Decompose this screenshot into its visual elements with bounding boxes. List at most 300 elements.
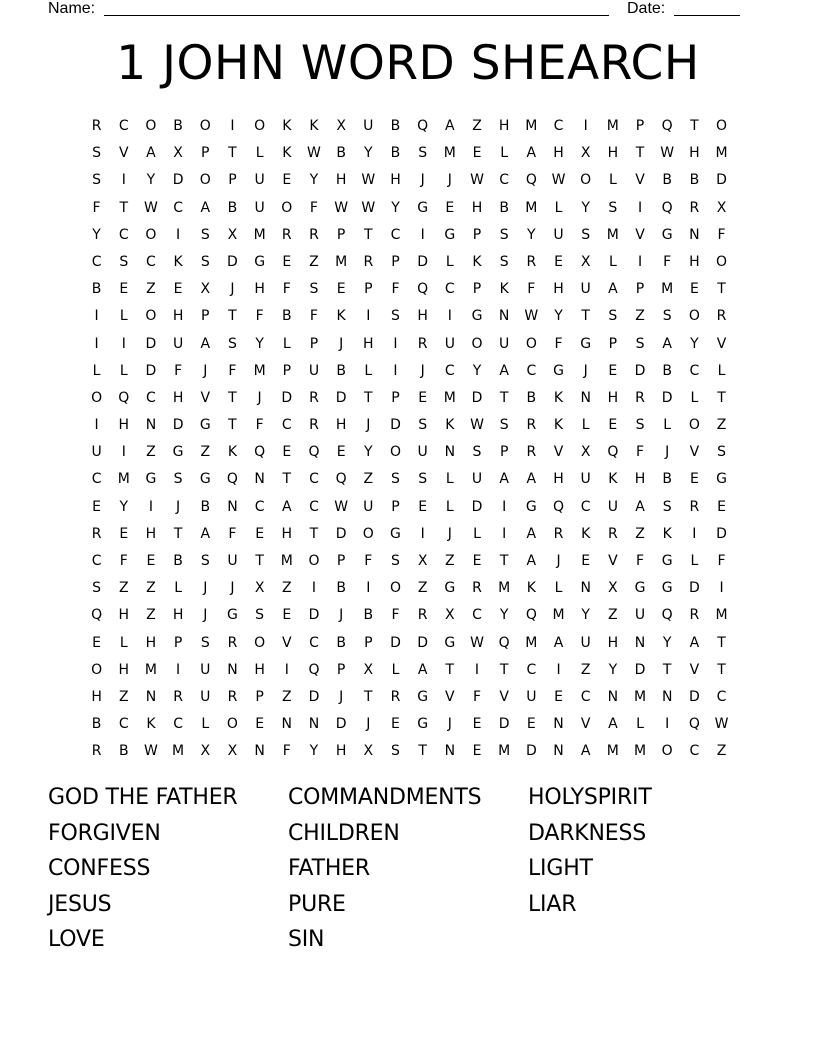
grid-letter: A bbox=[526, 471, 537, 488]
grid-row bbox=[83, 548, 735, 575]
grid-letter: H bbox=[254, 281, 265, 298]
grid-letter: S bbox=[418, 417, 428, 434]
grid-letter: Z bbox=[472, 118, 482, 134]
grid-letter: A bbox=[200, 199, 211, 216]
grid-letter: Z bbox=[118, 580, 129, 597]
grid-letter: O bbox=[91, 389, 103, 406]
grid-letter: Z bbox=[200, 444, 211, 461]
grid-letter: D bbox=[471, 389, 483, 406]
grid-letter: I bbox=[284, 661, 289, 678]
grid-letter: U bbox=[607, 498, 618, 515]
grid-row bbox=[83, 113, 735, 140]
grid-letter: I bbox=[420, 226, 425, 243]
grid-row bbox=[83, 521, 735, 548]
grid-letter: Y bbox=[309, 172, 319, 189]
grid-letter: P bbox=[391, 253, 400, 270]
grid-letter: J bbox=[665, 444, 670, 461]
grid-row bbox=[83, 222, 735, 249]
grid-letter: A bbox=[662, 335, 672, 352]
grid-letter: C bbox=[580, 688, 591, 705]
grid-letter: M bbox=[633, 743, 647, 760]
grid-letter: H bbox=[254, 661, 265, 678]
grid-letter: I bbox=[502, 525, 507, 542]
grid-letter: S bbox=[662, 308, 672, 325]
grid-letter: O bbox=[716, 253, 728, 270]
grid-letter: I bbox=[311, 580, 317, 597]
grid-letter: R bbox=[91, 743, 102, 760]
grid-row bbox=[83, 385, 735, 412]
grid-letter: M bbox=[498, 743, 511, 760]
grid-letter: C bbox=[499, 172, 510, 189]
grid-letter: B bbox=[662, 172, 672, 189]
grid-letter: L bbox=[119, 634, 128, 651]
grid-letter: D bbox=[498, 716, 510, 733]
grid-letter: J bbox=[339, 335, 344, 352]
grid-row bbox=[83, 358, 735, 385]
grid-letter: Q bbox=[661, 118, 673, 134]
grid-letter: R bbox=[363, 253, 374, 270]
grid-letter: H bbox=[498, 118, 510, 134]
grid-letter: W bbox=[524, 308, 539, 325]
grid-letter: L bbox=[119, 362, 128, 379]
grid-letter: O bbox=[661, 743, 673, 760]
grid-letter: S bbox=[418, 471, 428, 488]
grid-letter: C bbox=[444, 281, 455, 298]
grid-letter: D bbox=[634, 661, 646, 678]
grid-letter: L bbox=[608, 253, 617, 270]
grid-letter: D bbox=[335, 716, 347, 733]
grid-letter: R bbox=[390, 688, 401, 705]
grid-letter: T bbox=[364, 688, 373, 705]
grid-letter: X bbox=[200, 743, 211, 760]
grid-letter: O bbox=[199, 118, 211, 134]
word-list-item: CONFESS bbox=[48, 856, 151, 881]
grid-letter: D bbox=[172, 172, 184, 189]
grid-letter: T bbox=[228, 417, 237, 434]
grid-letter: F bbox=[717, 226, 726, 243]
grid-row bbox=[83, 195, 735, 222]
grid-letter: A bbox=[526, 145, 537, 162]
grid-letter: P bbox=[336, 553, 346, 569]
grid-letter: A bbox=[200, 335, 211, 352]
grid-letter: L bbox=[445, 498, 454, 515]
grid-letter: A bbox=[499, 471, 509, 488]
grid-letter: U bbox=[200, 688, 211, 705]
grid-letter: S bbox=[92, 172, 102, 189]
grid-letter: B bbox=[689, 172, 700, 189]
grid-letter: X bbox=[580, 444, 591, 461]
grid-letter: G bbox=[444, 580, 456, 597]
grid-letter: L bbox=[174, 580, 182, 597]
grid-letter: R bbox=[227, 634, 238, 651]
grid-letter: H bbox=[471, 199, 483, 216]
grid-letter: A bbox=[499, 362, 509, 379]
word-list-item: JESUS bbox=[48, 891, 112, 917]
grid-letter: C bbox=[689, 362, 700, 379]
letter-grid bbox=[83, 113, 735, 766]
grid-letter: O bbox=[254, 634, 266, 651]
grid-letter: C bbox=[309, 471, 319, 488]
grid-letter: Q bbox=[118, 389, 130, 406]
grid-letter: B bbox=[227, 199, 238, 216]
grid-letter: G bbox=[716, 471, 727, 488]
grid-letter: M bbox=[525, 199, 538, 216]
grid-letter: S bbox=[418, 145, 428, 162]
puzzle-title: 1 JOHN WORD SHEARCH bbox=[116, 36, 700, 91]
grid-letter: N bbox=[553, 743, 564, 760]
grid-letter: W bbox=[551, 172, 566, 189]
grid-letter: J bbox=[366, 417, 371, 434]
grid-letter: Q bbox=[254, 444, 266, 461]
grid-letter: O bbox=[580, 172, 592, 189]
grid-letter: M bbox=[280, 553, 293, 569]
grid-letter: M bbox=[253, 362, 266, 379]
grid-letter: M bbox=[443, 389, 456, 406]
grid-row bbox=[83, 249, 735, 276]
grid-letter: G bbox=[661, 580, 673, 597]
grid-letter: H bbox=[363, 335, 374, 352]
grid-letter: T bbox=[418, 743, 427, 760]
grid-letter: G bbox=[390, 525, 401, 542]
grid-letter: Q bbox=[525, 172, 537, 189]
grid-letter: Q bbox=[552, 498, 565, 515]
grid-letter: E bbox=[255, 716, 265, 733]
grid-letter: I bbox=[556, 661, 561, 678]
grid-letter: R bbox=[526, 253, 537, 270]
grid-letter: W bbox=[470, 634, 484, 651]
grid-letter: H bbox=[689, 253, 700, 270]
grid-letter: Q bbox=[308, 444, 320, 461]
grid-letter: R bbox=[526, 417, 537, 434]
grid-letter: E bbox=[689, 281, 699, 298]
grid-letter: T bbox=[364, 226, 373, 243]
grid-letter: R bbox=[526, 444, 537, 461]
grid-letter: X bbox=[363, 661, 374, 678]
grid-letter: T bbox=[228, 389, 237, 406]
grid-letter: O bbox=[362, 525, 374, 542]
grid-letter: X bbox=[173, 145, 183, 162]
grid-letter: S bbox=[200, 634, 210, 651]
grid-letter: Z bbox=[580, 661, 591, 678]
grid-letter: E bbox=[146, 553, 156, 569]
grid-letter: J bbox=[176, 498, 181, 515]
grid-letter: I bbox=[637, 253, 643, 270]
grid-letter: T bbox=[499, 389, 509, 406]
word-list-item: LIGHT bbox=[528, 856, 593, 881]
grid-letter: K bbox=[553, 389, 564, 406]
grid-letter: E bbox=[526, 716, 536, 733]
grid-letter: F bbox=[663, 253, 672, 270]
grid-letter: A bbox=[689, 634, 700, 651]
grid-letter: N bbox=[444, 743, 456, 760]
grid-letter: N bbox=[444, 444, 456, 461]
grid-letter: A bbox=[635, 498, 645, 515]
grid-letter: G bbox=[553, 362, 564, 379]
grid-letter: T bbox=[282, 471, 292, 488]
grid-letter: N bbox=[661, 688, 673, 705]
grid-letter: T bbox=[499, 553, 509, 569]
grid-letter: Z bbox=[118, 688, 129, 705]
grid-letter: P bbox=[472, 281, 482, 298]
grid-letter: D bbox=[308, 607, 320, 624]
grid-letter: B bbox=[173, 553, 183, 569]
grid-letter: R bbox=[472, 580, 482, 597]
grid-letter: W bbox=[334, 199, 349, 216]
grid-letter: R bbox=[309, 226, 319, 243]
grid-row bbox=[83, 303, 735, 330]
grid-letter: S bbox=[92, 580, 102, 597]
grid-letter: E bbox=[717, 498, 726, 515]
grid-letter: Y bbox=[472, 362, 482, 379]
grid-letter: H bbox=[689, 145, 700, 162]
grid-letter: Y bbox=[146, 172, 156, 189]
grid-letter: M bbox=[525, 634, 538, 651]
grid-letter: W bbox=[714, 716, 729, 733]
grid-letter: E bbox=[282, 607, 292, 624]
grid-letter: E bbox=[554, 253, 563, 270]
grid-letter: A bbox=[282, 498, 292, 515]
grid-letter: T bbox=[228, 308, 237, 325]
grid-letter: J bbox=[447, 716, 452, 733]
grid-letter: L bbox=[473, 525, 481, 542]
grid-row bbox=[83, 331, 735, 358]
grid-letter: H bbox=[390, 172, 401, 189]
grid-letter: L bbox=[608, 172, 617, 189]
grid-letter: C bbox=[118, 226, 129, 243]
grid-letter: N bbox=[254, 743, 265, 760]
word-list-item: FORGIVEN bbox=[48, 820, 161, 846]
grid-letter: Z bbox=[146, 607, 156, 624]
grid-letter: O bbox=[145, 308, 157, 325]
grid-letter: F bbox=[92, 199, 101, 216]
grid-letter: B bbox=[200, 498, 211, 515]
grid-letter: Q bbox=[335, 471, 347, 488]
grid-letter: S bbox=[717, 444, 726, 461]
worksheet-header bbox=[48, 0, 740, 18]
grid-letter: S bbox=[228, 335, 237, 352]
grid-letter: I bbox=[94, 308, 99, 325]
grid-letter: K bbox=[445, 417, 455, 434]
grid-letter: X bbox=[580, 145, 591, 162]
grid-letter: W bbox=[334, 498, 349, 515]
grid-letter: T bbox=[499, 661, 509, 678]
grid-letter: O bbox=[145, 226, 157, 243]
grid-letter: J bbox=[203, 362, 208, 379]
grid-letter: N bbox=[281, 716, 293, 733]
grid-letter: X bbox=[254, 580, 265, 597]
grid-letter: E bbox=[282, 253, 292, 270]
grid-letter: N bbox=[634, 634, 646, 651]
grid-letter: A bbox=[526, 525, 537, 542]
grid-letter: Q bbox=[661, 607, 673, 624]
grid-letter: Y bbox=[92, 226, 101, 243]
grid-letter: J bbox=[230, 580, 235, 597]
grid-letter: R bbox=[716, 308, 727, 325]
grid-row bbox=[83, 602, 735, 629]
grid-letter: V bbox=[635, 226, 645, 243]
grid-letter: E bbox=[472, 553, 482, 569]
grid-letter: F bbox=[554, 335, 563, 352]
grid-letter: P bbox=[472, 226, 482, 243]
grid-letter: B bbox=[173, 118, 183, 134]
grid-letter: V bbox=[689, 661, 700, 678]
grid-letter: N bbox=[227, 498, 238, 515]
grid-letter: S bbox=[662, 498, 672, 515]
grid-letter: Q bbox=[91, 607, 103, 624]
grid-letter: I bbox=[94, 335, 99, 352]
grid-letter: T bbox=[662, 661, 672, 678]
grid-letter: B bbox=[390, 145, 401, 162]
grid-letter: L bbox=[92, 362, 101, 379]
grid-letter: F bbox=[472, 688, 482, 705]
grid-letter: L bbox=[500, 145, 509, 162]
grid-letter: I bbox=[366, 580, 371, 597]
grid-letter: B bbox=[118, 743, 129, 760]
grid-letter: L bbox=[119, 308, 128, 325]
grid-letter: X bbox=[363, 743, 374, 760]
grid-letter: K bbox=[472, 253, 482, 270]
date-blank-line bbox=[674, 15, 740, 16]
word-list-item: PURE bbox=[288, 891, 346, 917]
grid-letter: E bbox=[445, 199, 455, 216]
grid-letter: Y bbox=[608, 661, 618, 678]
grid-letter: A bbox=[608, 281, 618, 298]
grid-letter: F bbox=[309, 308, 318, 325]
grid-letter: R bbox=[309, 417, 319, 434]
grid-letter: R bbox=[607, 525, 618, 542]
grid-letter: A bbox=[417, 661, 428, 678]
grid-letter: U bbox=[91, 444, 102, 461]
grid-letter: L bbox=[445, 471, 454, 488]
grid-letter: I bbox=[121, 444, 126, 461]
grid-letter: M bbox=[715, 607, 728, 624]
grid-letter: R bbox=[689, 498, 700, 515]
grid-letter: D bbox=[172, 417, 184, 434]
grid-letter: I bbox=[583, 118, 588, 134]
grid-letter: U bbox=[254, 199, 265, 216]
word-list-item: SIN bbox=[288, 927, 325, 952]
grid-letter: R bbox=[417, 607, 428, 624]
grid-letter: T bbox=[717, 281, 726, 298]
grid-letter: R bbox=[173, 688, 183, 705]
grid-letter: C bbox=[390, 226, 401, 243]
grid-letter: S bbox=[608, 199, 618, 216]
grid-row bbox=[83, 711, 735, 738]
grid-letter: D bbox=[471, 498, 483, 515]
grid-letter: V bbox=[445, 688, 455, 705]
grid-letter: V bbox=[689, 444, 700, 461]
grid-letter: S bbox=[119, 253, 129, 270]
grid-letter: U bbox=[580, 634, 591, 651]
grid-letter: Q bbox=[308, 661, 320, 678]
grid-letter: J bbox=[203, 607, 208, 624]
grid-letter: Y bbox=[391, 199, 400, 216]
grid-letter: F bbox=[174, 362, 183, 379]
grid-letter: K bbox=[309, 118, 319, 134]
grid-letter: L bbox=[690, 553, 699, 569]
grid-letter: E bbox=[418, 389, 428, 406]
grid-letter: B bbox=[336, 634, 346, 651]
grid-letter: Z bbox=[281, 688, 292, 705]
grid-letter: B bbox=[662, 362, 672, 379]
grid-letter: S bbox=[255, 607, 265, 624]
grid-letter: R bbox=[417, 335, 428, 352]
grid-letter: I bbox=[420, 525, 425, 542]
grid-row bbox=[83, 657, 735, 684]
grid-letter: C bbox=[118, 716, 129, 733]
grid-letter: G bbox=[145, 471, 157, 488]
grid-letter: N bbox=[308, 716, 320, 733]
grid-letter: N bbox=[498, 308, 510, 325]
grid-letter: P bbox=[499, 444, 509, 461]
grid-letter: U bbox=[172, 335, 184, 352]
grid-letter: Z bbox=[146, 580, 156, 597]
grid-letter: N bbox=[227, 661, 238, 678]
grid-letter: B bbox=[336, 145, 346, 162]
grid-letter: O bbox=[308, 553, 320, 569]
word-column-3 bbox=[528, 780, 758, 922]
grid-letter: F bbox=[635, 444, 645, 461]
word-list-item: CHILDREN bbox=[288, 820, 400, 846]
grid-letter: B bbox=[390, 118, 401, 134]
grid-letter: P bbox=[608, 335, 618, 352]
grid-letter: U bbox=[254, 172, 265, 189]
grid-letter: O bbox=[389, 580, 401, 597]
grid-letter: B bbox=[281, 308, 292, 325]
grid-letter: G bbox=[661, 553, 673, 569]
grid-letter: G bbox=[417, 688, 429, 705]
grid-row bbox=[83, 276, 735, 303]
grid-letter: B bbox=[526, 389, 537, 406]
grid-letter: Z bbox=[716, 417, 727, 434]
grid-letter: M bbox=[144, 661, 157, 678]
grid-letter: C bbox=[309, 634, 319, 651]
grid-letter: V bbox=[580, 716, 591, 733]
grid-letter: V bbox=[200, 389, 211, 406]
grid-letter: R bbox=[635, 389, 645, 406]
grid-letter: W bbox=[470, 417, 484, 434]
grid-letter: U bbox=[580, 281, 591, 298]
grid-letter: N bbox=[580, 580, 591, 597]
word-list-item: LIAR bbox=[528, 891, 577, 917]
grid-letter: H bbox=[118, 607, 130, 624]
grid-letter: F bbox=[364, 553, 373, 569]
name-label: Name: bbox=[48, 0, 96, 17]
grid-letter: Y bbox=[581, 607, 590, 624]
grid-letter: W bbox=[660, 145, 675, 162]
grid-letter: I bbox=[94, 417, 99, 434]
grid-letter: I bbox=[692, 525, 697, 542]
grid-letter: C bbox=[91, 471, 102, 488]
grid-letter: A bbox=[445, 118, 455, 134]
grid-letter: D bbox=[281, 389, 293, 406]
grid-letter: B bbox=[336, 580, 346, 597]
grid-letter: C bbox=[146, 389, 156, 406]
grid-letter: C bbox=[281, 417, 292, 434]
grid-letter: E bbox=[336, 444, 346, 461]
grid-letter: Y bbox=[119, 498, 129, 515]
grid-letter: M bbox=[525, 118, 538, 134]
grid-letter: I bbox=[393, 362, 398, 379]
grid-letter: S bbox=[635, 335, 645, 352]
grid-letter: G bbox=[227, 607, 238, 624]
grid-letter: G bbox=[661, 226, 673, 243]
grid-letter: H bbox=[145, 634, 157, 651]
grid-letter: I bbox=[474, 661, 480, 678]
grid-letter: R bbox=[689, 607, 700, 624]
grid-letter: I bbox=[637, 199, 643, 216]
grid-letter: M bbox=[606, 118, 619, 134]
